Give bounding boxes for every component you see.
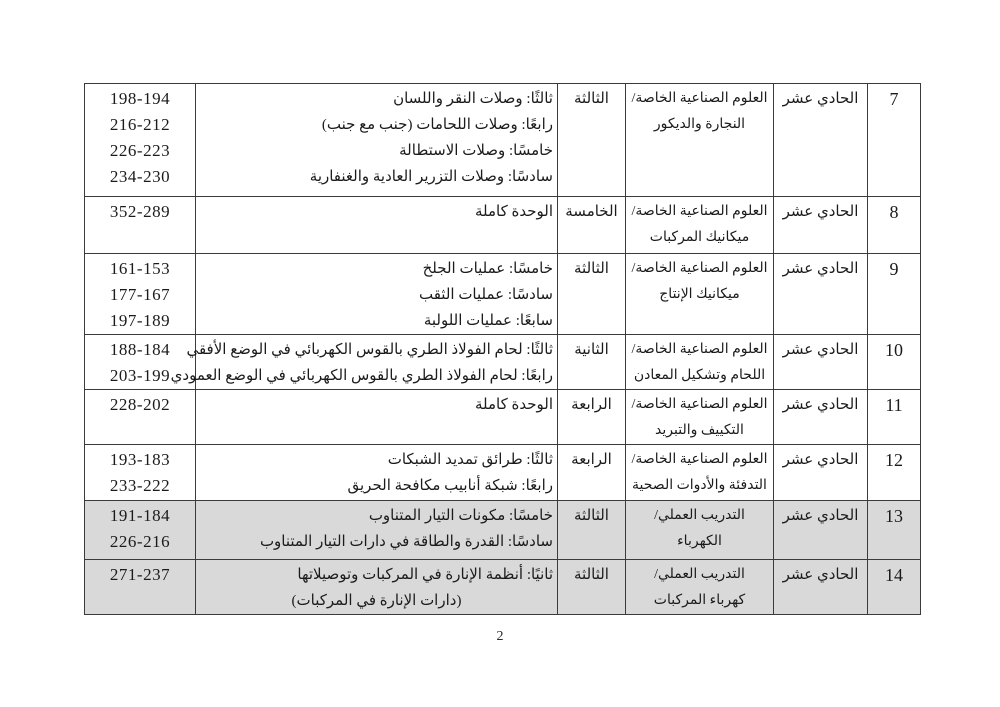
unit-label: الخامسة [565,204,618,220]
cell-grade [774,335,868,390]
cell-pages [85,445,196,501]
cell-subject [626,390,774,445]
cell-unit [558,254,626,335]
cell-grade [774,445,868,501]
subject-line: العلوم الصناعية الخاصة/ [631,261,768,276]
subject-line: العلوم الصناعية الخاصة/ [631,452,768,467]
cell-row-number [868,445,921,501]
cell-pages [85,501,196,560]
pages-line [89,503,191,529]
cell-grade [774,560,868,615]
cell-unit [558,390,626,445]
page-range: 271-237 [109,565,171,584]
row-number: 14 [885,565,903,585]
page-range: 216-212 [109,115,171,134]
cell-row-number [868,335,921,390]
content-line: خامسًا: مكونات التيار المتناوب [368,508,553,524]
page-range: 161-153 [109,259,171,278]
cell-grade [774,254,868,335]
table-row [85,390,921,445]
row-number: 8 [889,202,899,222]
unit-label: الثالثة [574,567,609,583]
subject-line: العلوم الصناعية الخاصة/ [631,91,768,106]
content-line: (دارات الإنارة في المركبات) [291,593,462,609]
unit-label: الثالثة [574,261,609,277]
content-line: سادسًا: عمليات الثقب [418,287,553,303]
page-range: 226-223 [109,141,171,160]
subject-line: الكهرباء [677,534,722,549]
table-row [85,445,921,501]
cell-unit [558,445,626,501]
content-line: سادسًا: وصلات التزرير العادية والغنفارية [309,169,553,185]
subject-line: ميكانيك الإنتاج [659,287,740,302]
cell-grade [774,84,868,197]
page-range: 193-183 [109,450,171,469]
table-row [85,335,921,390]
page-range: 234-230 [109,167,171,186]
subject-line: العلوم الصناعية الخاصة/ [631,342,768,357]
content-line: الوحدة كاملة [475,397,553,413]
cell-content [196,197,558,254]
pages-line [89,112,191,138]
cell-row-number [868,197,921,254]
pages-line [89,337,191,363]
cell-row-number [868,560,921,615]
cell-grade [774,197,868,254]
content-line: ثالثًا: لحام الفولاذ الطري بالقوس الكهربائي في الوضع الأفقي [186,342,553,358]
pages-line [89,447,191,473]
unit-label: الرابعة [571,452,612,468]
schedule-table-body [85,84,921,615]
table-row [85,84,921,197]
cell-content [196,390,558,445]
subject-line: اللحام وتشكيل المعادن [633,368,766,383]
cell-content [170,335,558,390]
cell-row-number [868,501,921,560]
cell-content [196,254,558,335]
page-range: 198-194 [109,89,171,108]
page-range: 203-199 [109,366,171,385]
page-range: 226-216 [109,532,171,551]
subject-line: النجارة والديكور [653,117,746,132]
grade-label: الحادي عشر [782,452,859,468]
content-line: ثالثًا: وصلات النقر واللسان [393,91,553,107]
page-range: 197-189 [109,311,171,330]
footer-page-number: 2 [496,629,504,644]
unit-label: الثالثة [574,508,609,524]
page-range: 177-167 [109,285,171,304]
table-row [85,501,921,560]
pages-line [89,529,191,555]
pages-line [89,473,191,499]
subject-line: ميكانيك المركبات [649,230,750,245]
content-line: رابعًا: شبكة أنابيب مكافحة الحريق [347,478,553,494]
cell-row-number [868,390,921,445]
grade-label: الحادي عشر [782,91,859,107]
cell-row-number [868,84,921,197]
subject-line: التكييف والتبريد [655,423,744,438]
content-line: خامسًا: وصلات الاستطالة [399,143,553,159]
cell-pages [85,390,196,445]
content-line: ثالثًا: طرائق تمديد الشبكات [387,452,553,468]
schedule-table [84,83,921,615]
content-line: الوحدة كاملة [475,204,553,220]
cell-content [196,560,558,615]
grade-label: الحادي عشر [782,397,859,413]
row-number: 12 [885,450,903,470]
pages-line [89,199,191,225]
pages-line [89,282,191,308]
content-line: ثانيًا: أنظمة الإنارة في المركبات وتوصيلاتها [297,567,553,583]
row-number: 13 [885,506,903,526]
subject-line: التدريب العملي/ [654,508,745,523]
pages-line [89,86,191,112]
grade-label: الحادي عشر [782,261,859,277]
grade-label: الحادي عشر [782,342,859,358]
cell-content [196,84,558,197]
grade-label: الحادي عشر [782,567,859,583]
cell-unit [558,84,626,197]
cell-content [196,445,558,501]
row-number: 10 [885,340,903,360]
row-number: 9 [889,259,899,279]
subject-line: التدفئة والأدوات الصحية [632,478,767,493]
page-range: 228-202 [109,395,171,414]
page-range: 188-184 [109,340,171,359]
cell-grade [774,390,868,445]
subject-line: العلوم الصناعية الخاصة/ [631,204,768,219]
cell-unit [558,197,626,254]
page-range: 352-289 [109,202,171,221]
grade-label: الحادي عشر [782,508,859,524]
page-range: 233-222 [109,476,171,495]
content-line: خامسًا: عمليات الجلخ [422,261,553,277]
cell-content [196,501,558,560]
pages-line [89,164,191,190]
subject-line: العلوم الصناعية الخاصة/ [631,397,768,412]
cell-subject [626,335,774,390]
table-row [85,560,921,615]
cell-unit [558,501,626,560]
pages-line [89,562,191,588]
pages-line [89,256,191,282]
cell-subject [626,254,774,335]
content-line: رابعًا: وصلات اللحامات (جنب مع جنب) [321,117,553,133]
unit-label: الثالثة [574,91,609,107]
cell-row-number [868,254,921,335]
unit-label: الرابعة [571,397,612,413]
unit-label: الثانية [574,342,609,358]
subject-line: التدريب العملي/ [654,567,745,582]
cell-unit [558,335,626,390]
pages-line [89,138,191,164]
cell-subject [626,84,774,197]
cell-subject [626,560,774,615]
cell-unit [558,560,626,615]
table-row [85,254,921,335]
cell-subject [626,197,774,254]
pages-line [89,308,191,334]
cell-grade [774,501,868,560]
cell-pages [85,197,196,254]
cell-pages [85,84,196,197]
table-row [85,197,921,254]
subject-line: كهرباء المركبات [653,593,746,608]
content-line: سابعًا: عمليات اللولبة [423,313,553,329]
cell-subject [626,501,774,560]
cell-subject [626,445,774,501]
row-number: 11 [885,395,903,415]
row-number: 7 [889,89,899,109]
cell-pages [85,254,196,335]
cell-pages [85,560,196,615]
page-range: 191-184 [109,506,171,525]
content-line: سادسًا: القدرة والطاقة في دارات التيار المتناوب [259,534,553,550]
pages-line [89,392,191,418]
grade-label: الحادي عشر [782,204,859,220]
content-line: رابعًا: لحام الفولاذ الطري بالقوس الكهربائي في الوضع العمودي [170,368,553,384]
